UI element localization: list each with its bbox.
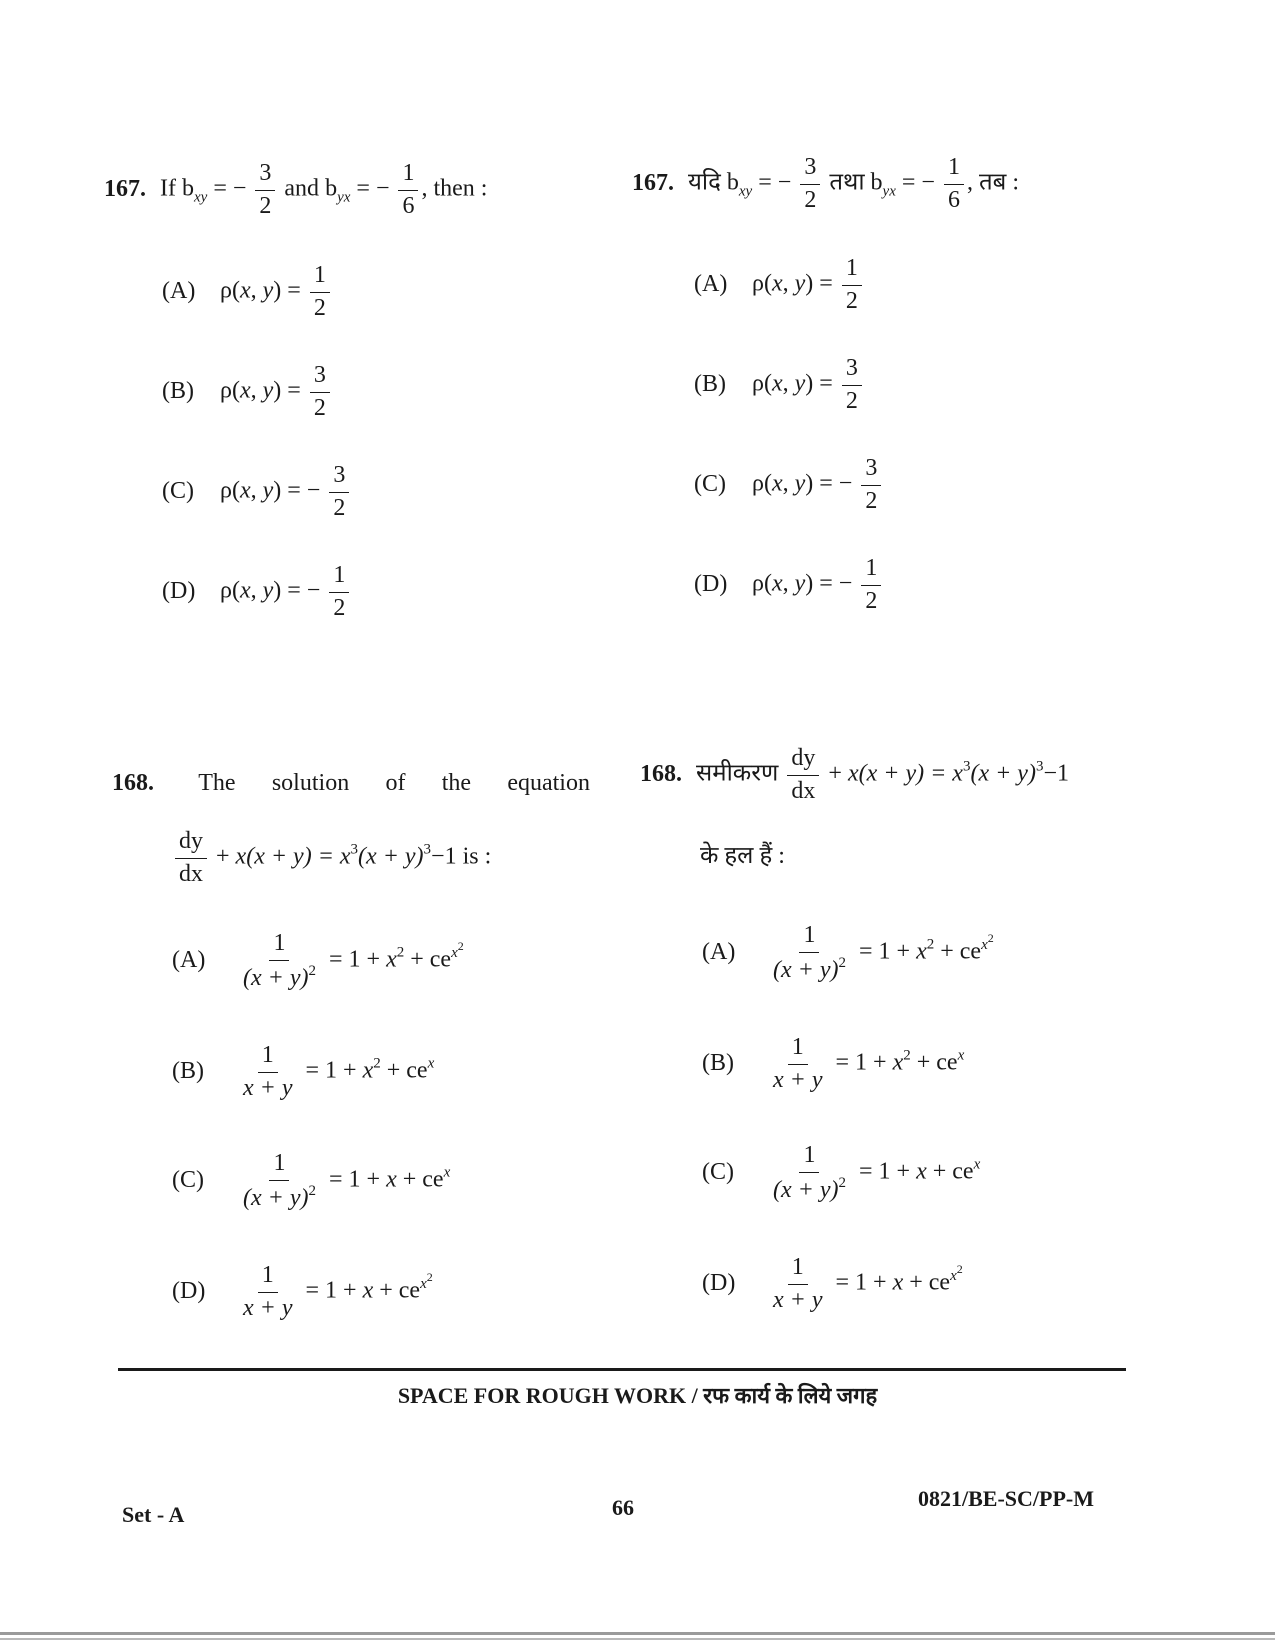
minus-one: −1 — [431, 843, 457, 870]
fraction — [769, 1254, 827, 1314]
plus: + — [210, 843, 236, 870]
exponent — [950, 1261, 963, 1284]
exponent — [451, 938, 464, 961]
eq-one-plus: = 1 + — [305, 1277, 363, 1304]
var-x: x — [771, 570, 783, 597]
option-label: (B) — [172, 1057, 204, 1084]
eq-one-plus: = 1 + — [858, 1158, 917, 1185]
option-label: (C) — [162, 477, 194, 504]
var-x: x — [362, 1057, 374, 1084]
denominator: x + y — [243, 1074, 293, 1101]
word: solution — [271, 770, 350, 796]
q167-hi-option-b — [694, 355, 865, 415]
fraction — [239, 930, 320, 992]
option-label: (A) — [702, 938, 736, 965]
option-label: (D) — [694, 570, 728, 597]
q167-hi-number: 167. — [632, 169, 674, 196]
option-label: (B) — [694, 370, 726, 397]
b-symbol: b — [726, 169, 739, 196]
q167-hi-option-a — [694, 255, 865, 315]
exponent — [974, 1157, 981, 1173]
comma: , — [782, 570, 795, 597]
var-x: x — [771, 370, 783, 397]
q167-hi-option-d — [694, 555, 884, 615]
numerator: 3 — [310, 362, 330, 393]
var-x: x — [420, 1275, 427, 1292]
word: equation — [507, 770, 590, 796]
hindi-then: , तब : — [966, 169, 1020, 196]
fraction — [310, 262, 330, 322]
exponent: 2 — [956, 1261, 963, 1276]
eq-one-plus: = 1 + — [328, 1166, 387, 1193]
denominator: x + y — [243, 1294, 293, 1321]
var-y: y — [262, 477, 274, 504]
close-eq: ) = — [805, 370, 833, 397]
set-label: Set - A — [122, 1502, 185, 1527]
denominator: dx — [179, 860, 203, 887]
b-symbol: b — [325, 175, 338, 202]
q167-en-option-a — [162, 262, 333, 322]
rho: ρ( — [752, 470, 772, 497]
denominator: 2 — [259, 192, 272, 219]
comma: , — [250, 477, 263, 504]
denominator — [769, 953, 850, 985]
eq-one-plus: = 1 + — [328, 946, 387, 973]
minus-one: −1 — [1043, 760, 1069, 787]
fraction — [769, 1142, 850, 1204]
word-then: , then : — [421, 175, 488, 202]
numerator: 3 — [329, 462, 349, 493]
q168-hi-option-c — [702, 1142, 980, 1204]
denominator — [769, 1173, 850, 1205]
rho: ρ( — [752, 570, 772, 597]
var-x: x — [239, 377, 251, 404]
numerator: 1 — [788, 1254, 808, 1285]
q168-hi-option-d — [702, 1254, 963, 1314]
option-label: (B) — [162, 377, 194, 404]
word-and: and — [284, 175, 320, 202]
numerator: 1 — [329, 562, 349, 593]
sub-xy: xy — [193, 189, 208, 206]
denominator: 6 — [947, 186, 960, 213]
comma: , — [782, 270, 795, 297]
exponent: 3 — [423, 841, 432, 858]
var-y: y — [262, 377, 274, 404]
numerator: 1 — [861, 555, 881, 586]
exponent: 3 — [350, 841, 359, 858]
fraction — [329, 562, 349, 622]
paren-xy: (x + y) — [243, 1184, 309, 1211]
plus-ce: + ce — [926, 1158, 974, 1185]
q168-en-option-a — [172, 930, 464, 992]
word: The — [198, 770, 236, 796]
fraction — [239, 1042, 297, 1102]
close-eq-minus: ) = − — [805, 470, 853, 497]
eq-tail: (x + y) = — [858, 760, 953, 787]
denominator: 2 — [313, 294, 326, 321]
var-x: x — [239, 477, 251, 504]
exponent: 2 — [457, 938, 464, 953]
paren-xy: (x + y) — [358, 843, 424, 870]
exponent: 2 — [308, 962, 316, 979]
exponent: 2 — [426, 1269, 433, 1284]
numerator: 1 — [398, 160, 418, 191]
hindi-tail: के हल हैं : — [700, 843, 785, 869]
fraction — [861, 455, 881, 515]
numerator: 1 — [269, 930, 289, 961]
plus-ce: + ce — [380, 1057, 428, 1084]
rough-work-heading: SPACE FOR ROUGH WORK / रफ कार्य के लिये जगह — [397, 1383, 878, 1408]
comma: , — [782, 370, 795, 397]
var-x: x — [916, 938, 927, 965]
rho: ρ( — [220, 277, 240, 304]
numerator: dy — [787, 745, 819, 776]
denominator: 2 — [845, 287, 858, 314]
denominator: 2 — [804, 186, 817, 213]
var-x: x — [916, 1158, 927, 1185]
plus: + — [822, 760, 848, 787]
denominator — [239, 1181, 320, 1213]
paper-code: 0821/BE-SC/PP-M — [918, 1486, 1094, 1511]
paren-xy: (x + y) — [243, 964, 309, 991]
q168-en-option-b — [172, 1042, 434, 1102]
var-y: y — [794, 470, 806, 497]
fraction — [239, 1150, 320, 1212]
q168-hi-equation — [640, 745, 1069, 805]
numerator: 1 — [799, 922, 819, 953]
hindi-equation-word: समीकरण — [696, 760, 779, 787]
fraction — [842, 355, 862, 415]
q167-en-option-d — [162, 562, 352, 622]
rho: ρ( — [752, 270, 772, 297]
denominator: dx — [791, 777, 816, 804]
q168-hi-option-a — [702, 922, 994, 984]
exponent — [444, 1165, 451, 1181]
exponent: 2 — [373, 1055, 381, 1072]
paren-xy: (x + y) — [773, 1176, 839, 1203]
numerator: 1 — [310, 262, 330, 293]
exponent: 2 — [838, 954, 846, 971]
page-number: 66 — [612, 1495, 634, 1520]
q168-en-option-c — [172, 1150, 450, 1212]
exponent — [428, 1056, 435, 1072]
var-x: x — [427, 1055, 435, 1072]
rho: ρ( — [752, 370, 772, 397]
option-label: (C) — [694, 470, 726, 497]
numerator: 1 — [944, 154, 964, 185]
sub-yx: yx — [882, 183, 896, 200]
var-x: x — [973, 1156, 981, 1173]
var-x: x — [892, 1049, 904, 1076]
fraction-three-halves — [800, 154, 820, 214]
eq-one-plus: = 1 + — [305, 1057, 363, 1084]
eq-one-plus: = 1 + — [835, 1269, 893, 1296]
var-x: x — [957, 1047, 965, 1064]
denominator: 2 — [845, 387, 858, 414]
denominator — [239, 961, 320, 993]
numerator: dy — [175, 828, 207, 859]
exponent: 2 — [396, 944, 405, 961]
fraction-dy-dx — [175, 828, 207, 888]
fraction-one-sixth — [398, 160, 418, 220]
minus: − — [232, 175, 247, 202]
plus-ce: + ce — [903, 1269, 951, 1296]
exponent — [981, 930, 994, 953]
q168-en-option-d — [172, 1262, 433, 1322]
fraction-three-halves — [255, 160, 275, 220]
option-label: (A) — [694, 270, 728, 297]
numerator: 1 — [788, 1034, 808, 1065]
rho: ρ( — [220, 577, 240, 604]
exponent: 2 — [926, 936, 935, 953]
q167-en-number: 167. — [104, 175, 146, 202]
var-x: x — [386, 1166, 397, 1193]
q167-hi-stem — [632, 154, 1019, 214]
var-y: y — [794, 370, 806, 397]
fraction — [329, 462, 349, 522]
var-y: y — [794, 270, 806, 297]
numerator: 3 — [800, 154, 820, 185]
denominator: 2 — [313, 394, 326, 421]
eq-tail: (x + y) = — [246, 843, 340, 870]
sub-yx: yx — [337, 189, 351, 206]
q168-hi-option-b — [702, 1034, 964, 1094]
fraction — [842, 255, 862, 315]
var-x: x — [443, 1164, 451, 1181]
var-x: x — [451, 944, 458, 961]
exponent: 3 — [962, 758, 971, 775]
var-x: x — [239, 277, 251, 304]
var-x: x — [771, 270, 783, 297]
var-x: x — [952, 760, 963, 787]
option-label: (B) — [702, 1049, 734, 1076]
q167-en-option-c — [162, 462, 352, 522]
word: the — [441, 770, 472, 796]
equals: = — [356, 175, 370, 202]
paren-xy: (x + y) — [970, 760, 1036, 787]
option-label: (C) — [702, 1158, 734, 1185]
fraction — [239, 1262, 297, 1322]
q168-hi-number: 168. — [640, 760, 682, 787]
comma: , — [250, 577, 263, 604]
q167-en-option-b — [162, 362, 333, 422]
plus-ce: + ce — [373, 1277, 421, 1304]
q168-en-line1 — [112, 770, 590, 797]
fraction — [769, 922, 850, 984]
comma: , — [782, 470, 795, 497]
close-eq-minus: ) = − — [805, 570, 853, 597]
denominator: x + y — [773, 1066, 823, 1093]
b-symbol: b — [181, 175, 194, 202]
plus-ce: + ce — [396, 1166, 444, 1193]
denominator: 2 — [865, 487, 878, 514]
eq-one-plus: = 1 + — [858, 938, 917, 965]
exponent: 2 — [838, 1174, 846, 1191]
equals: = — [213, 175, 227, 202]
fraction — [769, 1034, 827, 1094]
b-symbol: b — [870, 169, 883, 196]
close-eq: ) = — [273, 277, 301, 304]
denominator: x + y — [773, 1286, 823, 1313]
numerator: 1 — [842, 255, 862, 286]
equals: = — [901, 169, 916, 196]
comma: , — [250, 277, 263, 304]
comma: , — [250, 377, 263, 404]
option-label: (C) — [172, 1166, 204, 1193]
equals: = — [758, 169, 772, 196]
close-eq-minus: ) = − — [273, 477, 321, 504]
var-x: x — [362, 1277, 374, 1304]
rho: ρ( — [220, 477, 240, 504]
plus-ce: + ce — [404, 946, 452, 973]
eq-one-plus: = 1 + — [835, 1049, 893, 1076]
numerator: 3 — [861, 455, 881, 486]
paren-xy: (x + y) — [773, 956, 839, 983]
exponent: 2 — [903, 1047, 911, 1064]
q167-en-stem — [104, 160, 487, 220]
numerator: 3 — [842, 355, 862, 386]
word-is: is : — [462, 843, 492, 870]
numerator: 1 — [258, 1042, 278, 1073]
denominator: 2 — [333, 494, 346, 521]
option-label: (A) — [172, 946, 206, 973]
var-x: x — [235, 843, 247, 870]
minus: − — [921, 169, 935, 196]
q168-en-number: 168. — [112, 770, 154, 796]
option-label: (D) — [162, 577, 196, 604]
bottom-rule — [0, 1632, 1275, 1635]
plus-ce: + ce — [934, 938, 982, 965]
var-y: y — [262, 277, 274, 304]
numerator: 3 — [255, 160, 275, 191]
q167-hi-option-c — [694, 455, 884, 515]
hindi-if: यदि — [688, 169, 721, 196]
fraction — [861, 555, 881, 615]
minus: − — [777, 169, 792, 196]
var-x: x — [981, 936, 988, 953]
rho: ρ( — [220, 377, 240, 404]
var-x: x — [339, 843, 351, 870]
close-eq-minus: ) = − — [273, 577, 321, 604]
var-x: x — [892, 1269, 904, 1296]
denominator: 2 — [865, 587, 878, 614]
var-x: x — [847, 760, 859, 787]
exponent: 2 — [308, 1182, 316, 1199]
numerator: 1 — [269, 1150, 289, 1181]
fraction-dy-dx — [787, 745, 819, 805]
option-label: (D) — [172, 1277, 206, 1304]
word-if: If — [160, 175, 176, 202]
var-x: x — [950, 1267, 957, 1284]
var-x: x — [239, 577, 251, 604]
exponent: 3 — [1035, 758, 1044, 775]
numerator: 1 — [258, 1262, 278, 1293]
var-y: y — [262, 577, 274, 604]
word: of — [385, 770, 406, 796]
denominator: 2 — [333, 594, 346, 621]
var-x: x — [771, 470, 783, 497]
fraction-one-sixth — [944, 154, 964, 214]
exponent: 2 — [987, 930, 994, 945]
exponent — [958, 1048, 965, 1064]
rough-work-divider — [118, 1368, 1126, 1371]
denominator: 6 — [402, 192, 415, 219]
var-y: y — [794, 570, 806, 597]
var-x: x — [386, 946, 397, 973]
exponent — [420, 1269, 433, 1292]
hindi-and: तथा — [829, 169, 865, 196]
fraction — [310, 362, 330, 422]
sub-xy: xy — [738, 183, 753, 200]
q168-en-equation — [172, 828, 491, 888]
plus-ce: + ce — [910, 1049, 958, 1076]
q168-hi-tail — [700, 838, 785, 871]
close-eq: ) = — [273, 377, 301, 404]
numerator: 1 — [799, 1142, 819, 1173]
close-eq: ) = — [805, 270, 833, 297]
minus: − — [375, 175, 390, 202]
option-label: (D) — [702, 1269, 736, 1296]
option-label: (A) — [162, 277, 196, 304]
bottom-rule — [0, 1638, 1275, 1640]
